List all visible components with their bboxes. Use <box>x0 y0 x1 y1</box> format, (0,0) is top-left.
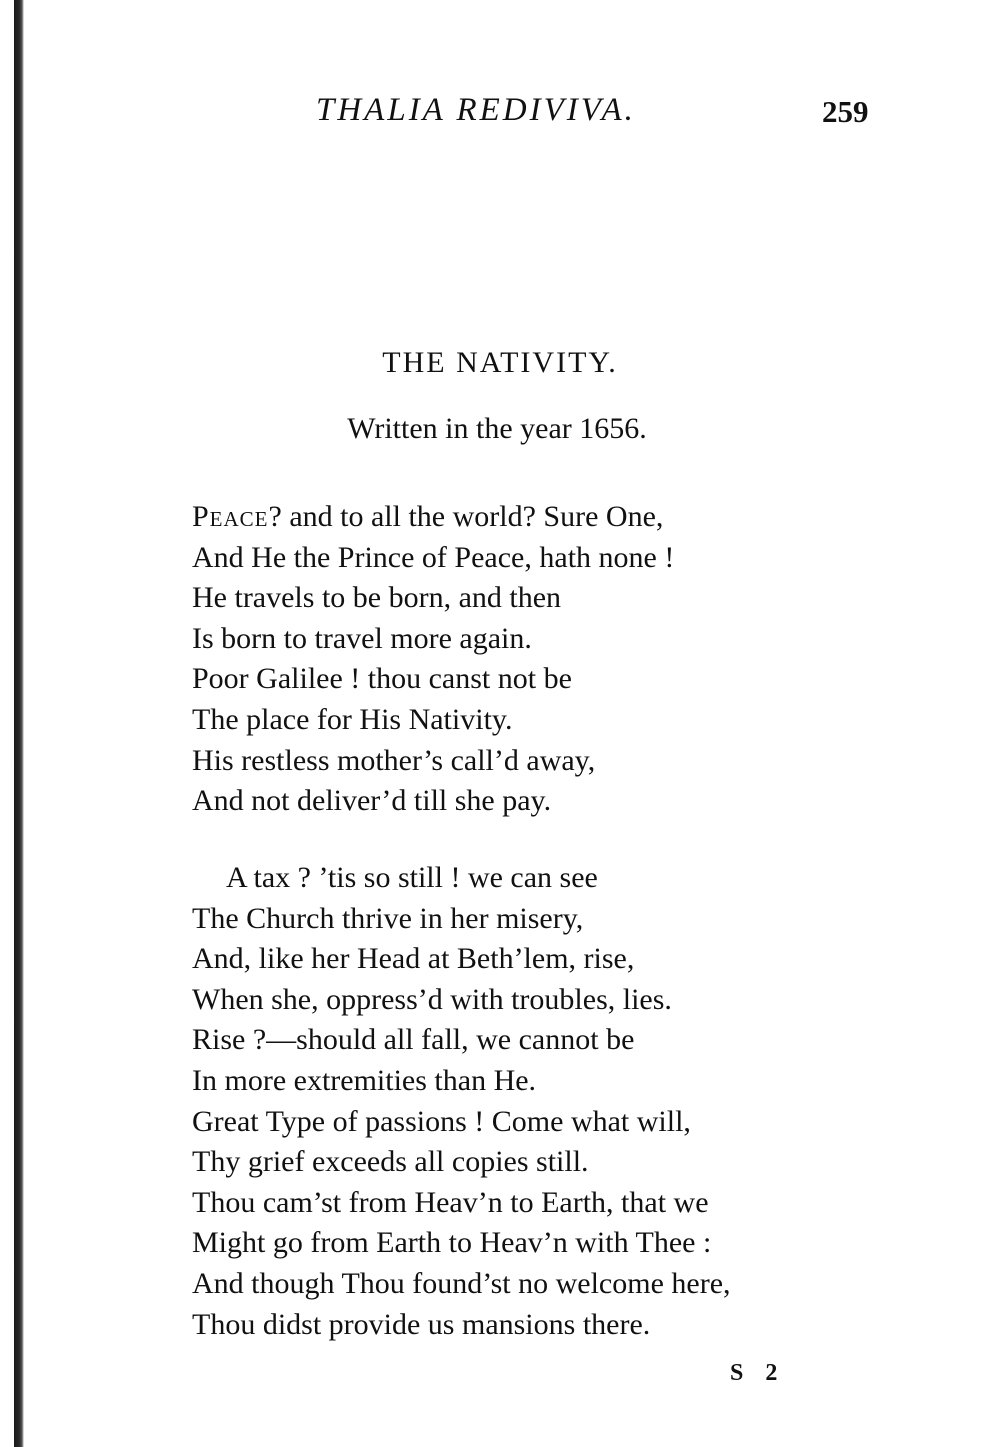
running-title: THALIA REDIVIVA. <box>316 92 636 128</box>
poem-line: Rise ?—should all fall, we cannot be <box>192 1023 635 1057</box>
poem-line: Is born to travel more again. <box>192 621 532 655</box>
poem-line: Great Type of passions ! Come what will, <box>192 1104 691 1138</box>
poem-line: He travels to be born, and then <box>192 581 562 615</box>
stanza-1 <box>192 497 892 822</box>
first-line-rest: ? and to all the world? Sure One, <box>268 500 664 533</box>
poem-line: In more extremities than He. <box>192 1063 537 1097</box>
poem-line: Thou didst provide us mansions there. <box>192 1307 651 1341</box>
poem-subtitle: Written in the year 1656. <box>347 412 647 445</box>
poem-line: And not deliver’d till she pay. <box>192 784 552 818</box>
poem-line <box>192 497 892 538</box>
signature-mark: S 2 <box>730 1360 786 1386</box>
poem-line: And He the Prince of Peace, hath none ! <box>192 540 675 574</box>
stanza-2 <box>192 858 892 1345</box>
poem-line: His restless mother’s call’d away, <box>192 743 596 777</box>
poem-line: A tax ? ’tis so still ! we can see <box>226 861 598 894</box>
poem-line: Poor Galilee ! thou canst not be <box>192 662 572 696</box>
running-head <box>0 92 994 138</box>
poem-line: When she, oppress’d with troubles, lies. <box>192 982 672 1016</box>
poem-line: Thou cam’st from Heav’n to Earth, that we <box>192 1185 709 1219</box>
poem-line: And, like her Head at Beth’lem, rise, <box>192 942 635 976</box>
page-number: 259 <box>822 94 869 129</box>
poem-line: The Church thrive in her misery, <box>192 901 584 935</box>
poem-line: The place for His Nativity. <box>192 702 513 736</box>
page-binding-edge <box>14 0 24 1447</box>
poem-line: Thy grief exceeds all copies still. <box>192 1145 589 1179</box>
first-word: Peace <box>192 500 269 533</box>
poem-line: And though Thou found’st no welcome here, <box>192 1266 731 1300</box>
poem-title: THE NATIVITY. <box>382 346 618 379</box>
poem-line: Might go from Earth to Heav’n with Thee : <box>192 1226 712 1260</box>
